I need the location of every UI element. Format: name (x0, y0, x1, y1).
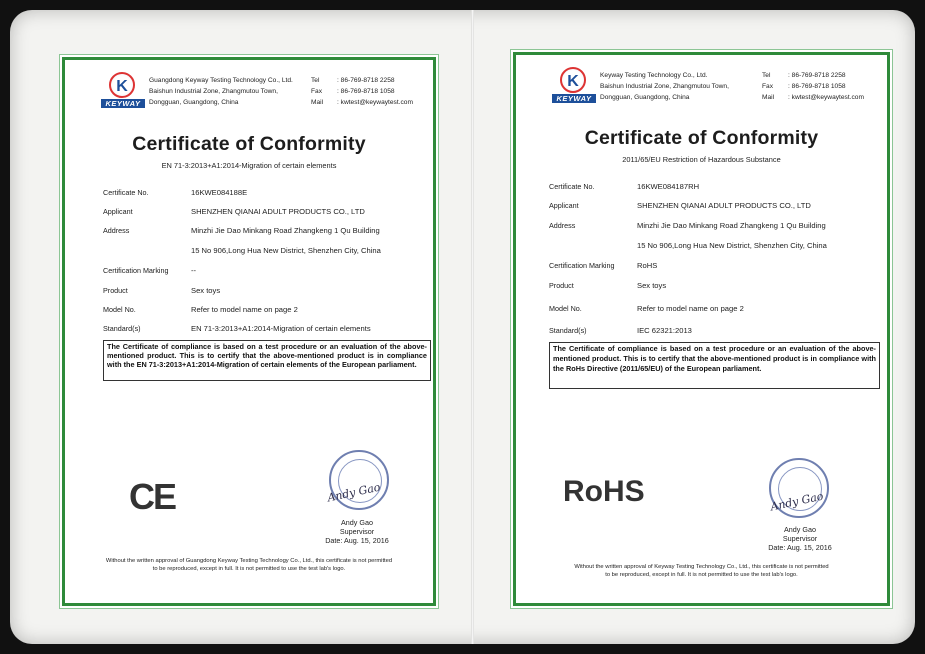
certificate-title: Certificate of Conformity (132, 133, 366, 155)
keyway-logo-icon: K KEYWAY (101, 72, 145, 116)
keyway-logo-icon: K KEYWAY (552, 67, 596, 111)
certificate-footer: Without the written approval of Keyway Testing Technology Co., Ltd., this certificate is not permitted to be reproduced, except in full. It is not permitted to use the test lab's logo. (574, 564, 829, 578)
lab-address: Keyway Testing Technology Co., Ltd. Baishun Industrial Zone, Zhangmutou Town, Dongguan, Guangdong, China (600, 72, 729, 101)
certificate-subtitle: EN 71-3:2013+A1:2014-Migration of certain elements (161, 161, 337, 170)
certificate-title: Certificate of Conformity (584, 127, 819, 149)
lab-contact: Tel : 86-769-8718 2258 Fax : 86-769-8718 1058 Mail : kwtest@keywaytest.com (762, 72, 864, 101)
ce-certificate: K KEYWAY Guangdong Keyway Testing Technology Co., Ltd. Baishun Industrial Zone, Zhangmutou Town, Dongguan, Guangdong, China Tel : 86-769-8718 2258 Fax : 86-769-8718 1058 Mail : kwtest@keywaytest.com Certificate of Conformity EN 71-3:2013+A1:2014-Migration of certain elements Certificate No. 16KWE084188E Applicant SHENZHEN QIANAI ADULT PRODUCTS CO., LTD Address Minzhi Jie Dao Minkang Road Zhangkeng 1 Qu Building 15 No 906,Long Hua New District, Shenzhen City, China Certification Marking -- Product Sex toys Model No. Refer to model name on page 2 Standard(s) EN 71-3:2013+A1:2014-Migration of certain elements The Certificate of compliance is based on a test procedure or an evaluation of the above-mentioned product. This is to certify that the above-mentioned product is in compliance with the EN 71-3:2013+A1:2014-Migration of certain elements of the European parliament. CE Andy Gao Andy Gao Supervisor Date: Aug. 15, 2016 Without the written approval of Guangdong Keyway Testing Technology Co., Ltd., this certificate is not permitted to be reproduced, except in full. It is not permitted to use the test lab's logo. (62, 57, 436, 606)
supervisor-signature: Andy Gao (326, 480, 382, 505)
compliance-statement: The Certificate of compliance is based on a test procedure or an evaluation of the above-mentioned product. This is to certify that the above-mentioned product is in compliance with the RoHs Directive (2011/65/EU) of the European parliament. (549, 342, 880, 389)
lab-address: Guangdong Keyway Testing Technology Co., Ltd. Baishun Industrial Zone, Zhangmutou Town, Dongguan, Guangdong, China (149, 77, 293, 106)
lab-header (552, 67, 872, 111)
rohs-mark-icon: RoHS (563, 475, 645, 508)
certificate-folder (10, 10, 915, 644)
folder-spine (471, 10, 474, 644)
lab-header (101, 72, 421, 116)
supervisor-signature: Andy Gao (769, 489, 825, 514)
rohs-certificate: K KEYWAY Keyway Testing Technology Co., Ltd. Baishun Industrial Zone, Zhangmutou Town, Dongguan, Guangdong, China Tel : 86-769-8718 2258 Fax : 86-769-8718 1058 Mail : kwtest@keywaytest.com Certificate of Conformity 2011/65/EU Restriction of Hazardous Substance Certificate No. 16KWE084187RH Applicant SHENZHEN QIANAI ADULT PRODUCTS CO., LTD Address Minzhi Jie Dao Minkang Road Zhangkeng 1 Qu Building 15 No 906,Long Hua New District, Shenzhen City, China Certification Marking RoHS Product Sex toys Model No. Refer to model name on page 2 Standard(s) IEC 62321:2013 The Certificate of compliance is based on a test procedure or an evaluation of the above-mentioned product. This is to certify that the above-mentioned product is in compliance with the RoHs Directive (2011/65/EU) of the European parliament. RoHS Andy Gao Andy Gao Supervisor Date: Aug. 15, 2016 Without the written approval of Keyway Testing Technology Co., Ltd., this certificate is not permitted to be reproduced, except in full. It is not permitted to use the test lab's logo. (513, 52, 890, 606)
certificate-footer: Without the written approval of Guangdong Keyway Testing Technology Co., Ltd., this certificate is not permitted to be reproduced, except in full. It is not permitted to use the test lab's logo. (105, 558, 393, 572)
signer-block: Andy Gao Supervisor Date: Aug. 15, 2016 (768, 525, 832, 552)
certificate-subtitle: 2011/65/EU Restriction of Hazardous Substance (622, 155, 781, 164)
compliance-statement: The Certificate of compliance is based on a test procedure or an evaluation of the above-mentioned product. This is to certify that the above-mentioned product is in compliance with the EN 71-3:2013+A1:2014-Migration of certain elements of the European parliament. (103, 340, 431, 381)
lab-contact: Tel : 86-769-8718 2258 Fax : 86-769-8718 1058 Mail : kwtest@keywaytest.com (311, 77, 413, 106)
ce-mark-icon: CE (129, 476, 176, 517)
signer-block: Andy Gao Supervisor Date: Aug. 15, 2016 (325, 518, 389, 545)
